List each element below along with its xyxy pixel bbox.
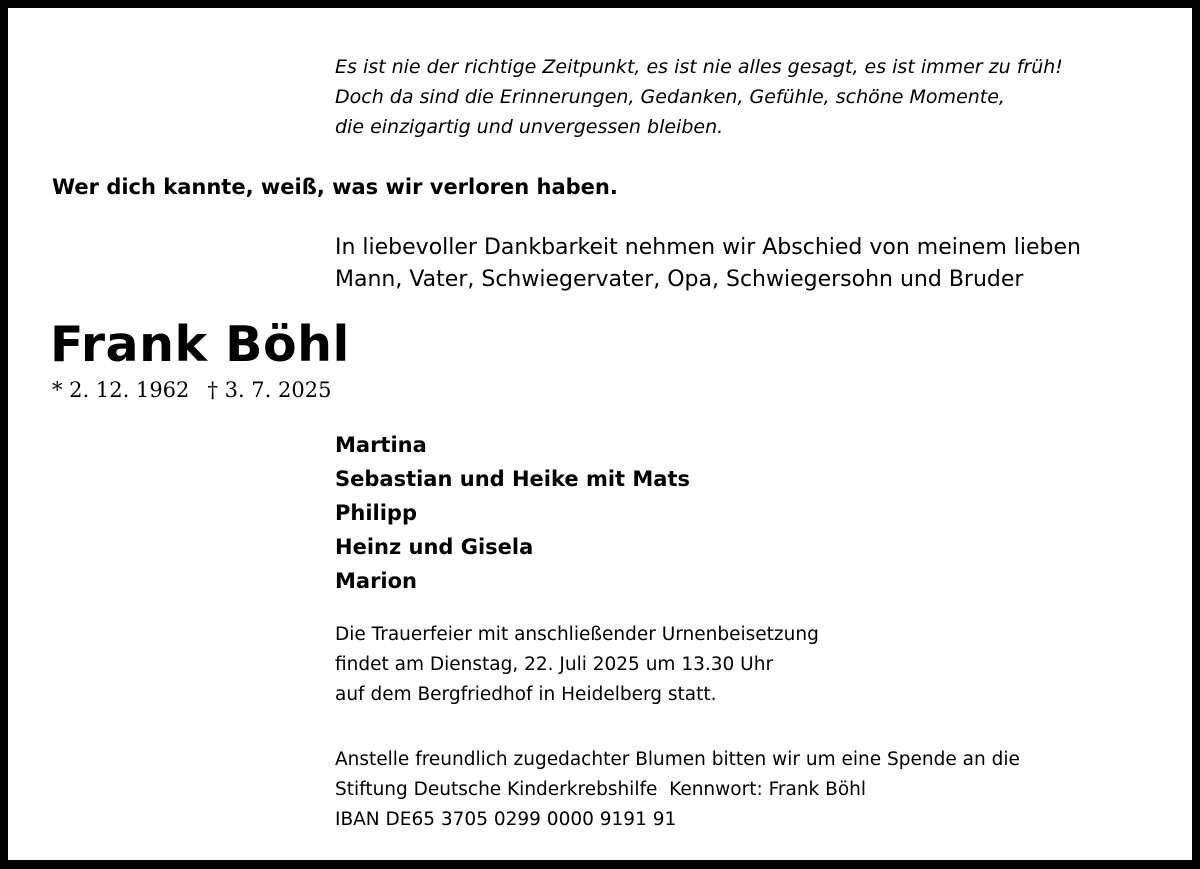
intro-line: In liebevoller Dankbarkeit nehmen wir Abschied von meinem lieben (335, 235, 1081, 260)
donation-line: Stiftung Deutsche Kinderkrebshilfe Kennwort: Frank Böhl (335, 779, 867, 800)
life-dates (52, 375, 331, 405)
donation-line: Anstelle freundlich zugedachter Blumen bitten wir um eine Spende an die (335, 749, 1020, 770)
family-member: Marion (335, 569, 418, 593)
ceremony-line: Die Trauerfeier mit anschließender Urnenbeisetzung (335, 624, 819, 645)
family-member: Sebastian und Heike mit Mats (335, 467, 690, 491)
family-member: Philipp (335, 501, 418, 525)
family-member: Heinz und Gisela (335, 535, 534, 559)
deceased-name: Frank Böhl (50, 316, 350, 373)
intro-line: Mann, Vater, Schwiegervater, Opa, Schwiegersohn und Bruder (335, 267, 1024, 292)
quote-line: Es ist nie der richtige Zeitpunkt, es ist nie alles gesagt, es ist immer zu früh! (335, 56, 1063, 78)
death-date: † 3. 7. 2025 (207, 378, 332, 402)
headline: Wer dich kannte, weiß, was wir verloren haben. (52, 175, 618, 199)
family-member: Martina (335, 433, 427, 457)
birth-date: * 2. 12. 1962 (52, 378, 190, 402)
ceremony-line: auf dem Bergfriedhof in Heidelberg statt. (335, 684, 717, 705)
quote-line: Doch da sind die Erinnerungen, Gedanken, Gefühle, schöne Momente, (335, 86, 1005, 108)
ceremony-line: findet am Dienstag, 22. Juli 2025 um 13.30 Uhr (335, 654, 774, 675)
quote-line: die einzigartig und unvergessen bleiben. (335, 116, 724, 138)
iban-line: IBAN DE65 3705 0299 0000 9191 91 (335, 809, 677, 830)
